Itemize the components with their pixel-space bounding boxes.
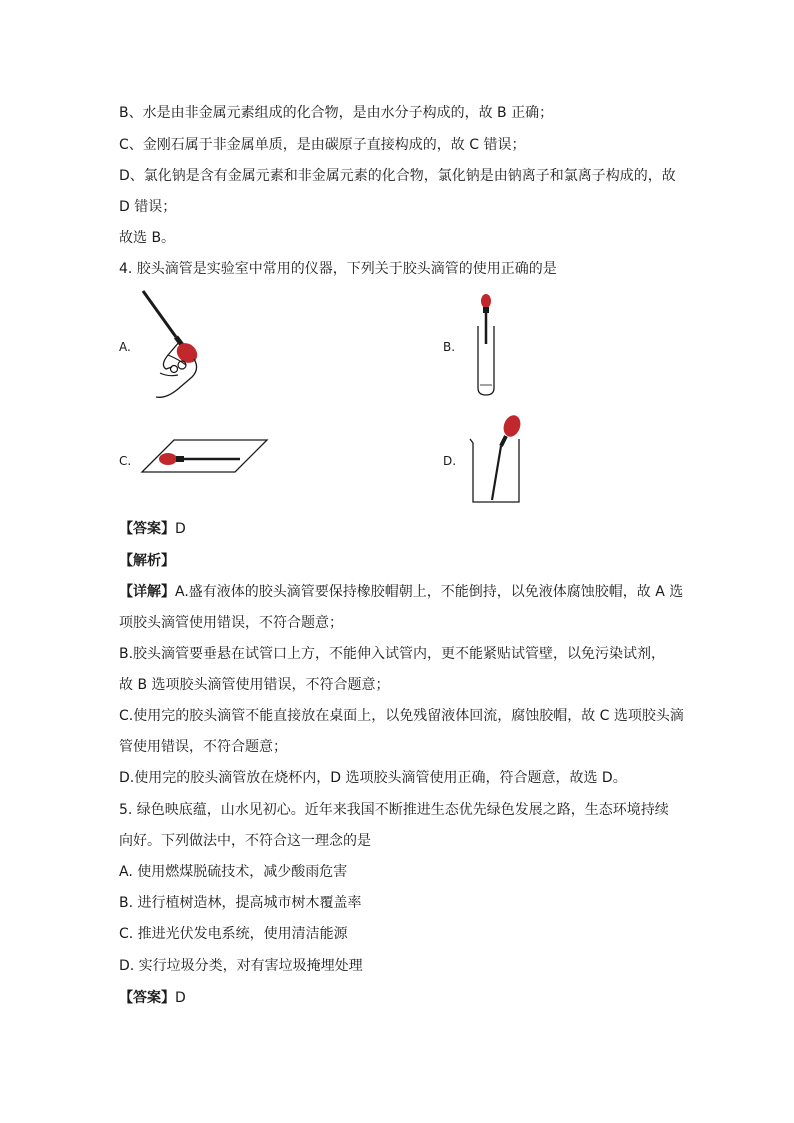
answer-tag: 【答案】 [119,521,175,537]
q5-answer [119,988,186,1008]
dropper-inverted-hand-icon [138,285,208,405]
q4-detail-a-line1 [119,582,683,602]
q4-analysis-tag: 【解析】 [119,553,175,569]
dropper-on-table-icon [140,438,270,474]
q4-option-d-label: D. [443,454,457,468]
dropper-over-test-tube-icon [474,292,500,398]
q4-detail-a-line2: 项胶头滴管使用错误，不符合题意； [119,615,343,631]
q4-option-b-label: B. [443,340,456,354]
answer-tag: 【答案】 [119,990,175,1006]
q5-stem-line1: 5. 绿色映底蕴，山水见初心。近年来我国不断推进生态优先绿色发展之路，生态环境持续 [119,802,669,818]
detail-a-text: A.盛有液体的胶头滴管要保持橡胶帽朝上，不能倒持，以免液体腐蚀胶帽，故 A 选 [175,584,684,600]
explanation-b: B、水是由非金属元素组成的化合物，是由水分子构成的，故 B 正确； [119,105,554,121]
explanation-d-line1: D、氯化钠是含有金属元素和非金属元素的化合物，氯化钠是由钠离子和氯离子构成的，故 [119,168,676,184]
detail-tag: 【详解】 [119,584,175,600]
q4-detail-c-line1: C.使用完的胶头滴管不能直接放在桌面上，以免残留液体回流，腐蚀胶帽，故 C 选项胶头滴 [119,708,684,724]
q5-option-b: B. 进行植树造林，提高城市树木覆盖率 [119,895,362,911]
q4-option-a-label: A. [119,340,131,354]
q5-option-c: C. 推进光伏发电系统，使用清洁能源 [119,926,348,942]
q5-stem-line2: 向好。下列做法中，不符合这一理念的是 [119,833,371,849]
answer-value: D [175,990,186,1006]
q4-option-c-label: C. [119,454,132,468]
q4-stem: 4. 胶头滴管是实验室中常用的仪器，下列关于胶头滴管的使用正确的是 [119,261,557,277]
explanation-c: C、金刚石属于非金属单质，是由碳原子直接构成的，故 C 错误； [119,137,526,153]
q4-detail-c-line2: 管使用错误，不符合题意； [119,739,287,755]
q5-option-a: A. 使用燃煤脱硫技术，减少酸雨危害 [119,864,348,880]
answer-value: D [175,521,186,537]
q4-detail-b-line2: 故 B 选项胶头滴管使用错误，不符合题意； [119,677,390,693]
q4-detail-d: D.使用完的胶头滴管放在烧杯内，D 选项胶头滴管使用正确，符合题意，故选 D。 [119,770,627,786]
explanation-d-line2: D 错误； [119,199,177,215]
q5-option-d: D. 实行垃圾分类，对有害垃圾掩埋处理 [119,958,363,974]
dropper-in-beaker-icon [468,412,524,506]
explanation-conclusion: 故选 B。 [119,230,176,246]
q4-detail-b-line1: B.胶头滴管要垂悬在试管口上方，不能伸入试管内，更不能紧贴试管壁，以免污染试剂， [119,646,666,662]
q4-answer [119,519,186,539]
